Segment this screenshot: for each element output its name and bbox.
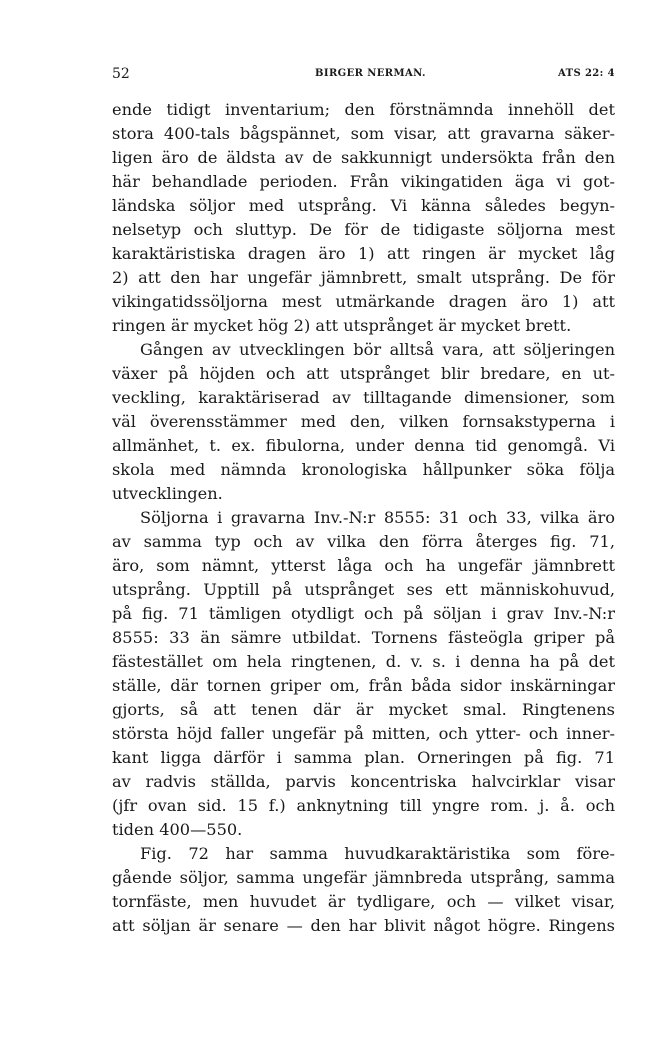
series-identifier: ATS 22: 4 [557,68,615,79]
text-line: Fig. 72 har samma huvudkaraktäristika som före- [140,844,615,863]
text-line: karaktäristiska dragen äro 1) att ringen är mycket låg [112,244,615,263]
text-line: fästestället om hela ringtenen, d. v. s. i denna ha på det [112,652,615,671]
text-line: av radvis ställda, parvis koncentriska halvcirklar visar [112,772,615,791]
page-header [112,66,615,84]
text-line: (jfr ovan sid. 15 f.) anknytning till yngre rom. j. å. och [112,796,615,815]
text-line: växer på höjden och att utsprånget blir bredare, en ut- [112,364,615,383]
text-line: här behandlade perioden. Från vikingatiden äga vi got- [112,172,615,191]
text-line: att söljan är senare — den har blivit något högre. Ringens [112,916,615,935]
text-line: ende tidigt inventarium; den förstnämnda innehöll det [112,100,615,119]
text-line: ringen är mycket hög 2) att utsprånget är mycket brett. [112,316,572,335]
text-line: stora 400-tals bågspännet, som visar, att gravarna säker- [112,124,615,143]
text-line: väl överensstämmer med den, vilken fornsakstyperna i [112,412,615,431]
text-line: 2) att den har ungefär jämnbrett, smalt utsprång. De för [112,268,615,287]
text-line: största höjd faller ungefär på mitten, och ytter- och inner- [112,724,615,743]
body-text [112,98,615,938]
text-line: nelsetyp och sluttyp. De för de tidigaste söljorna mest [112,220,615,239]
text-line: allmänhet, t. ex. fibulorna, under denna tid genomgå. Vi [112,436,615,455]
text-line: tornfäste, men huvudet är tydligare, och — vilket visar, [112,892,615,911]
text-line: av samma typ och av vilka den förra återges fig. 71, [112,532,615,551]
text-line: utvecklingen. [112,484,223,503]
text-line: äro, som nämnt, ytterst låga och ha ungefär jämnbrett [112,556,615,575]
page-number: 52 [112,66,130,82]
text-line: Gången av utvecklingen bör alltså vara, att söljeringen [140,340,615,359]
text-line: vikingatidssöljorna mest utmärkande dragen äro 1) att [112,292,615,311]
running-title: BIRGER NERMAN. [315,68,426,79]
text-line: 8555: 33 än sämre utbildat. Tornens fästeögla griper på [112,628,615,647]
text-line: ländska söljor med utsprång. Vi känna således begyn- [112,196,615,215]
text-line: veckling, karaktäriserad av tilltagande dimensioner, som [112,388,615,407]
text-line: ställe, där tornen griper om, från båda sidor inskärningar [112,676,615,695]
text-line: skola med nämnda kronologiska hållpunker söka följa [112,460,615,479]
text-line: gjorts, så att tenen där är mycket smal. Ringtenens [112,700,615,719]
text-line: gående söljor, samma ungefär jämnbreda utsprång, samma [112,868,615,887]
text-line: ligen äro de äldsta av de sakkunnigt undersökta från den [112,148,615,167]
text-line: kant ligga därför i samma plan. Orneringen på fig. 71 [112,748,615,767]
text-line: Söljorna i gravarna Inv.-N:r 8555: 31 och 33, vilka äro [140,508,615,527]
text-line: utsprång. Upptill på utsprånget ses ett människohuvud, [112,580,615,599]
text-line: tiden 400—550. [112,820,243,839]
text-line: på fig. 71 tämligen otydligt och på söljan i grav Inv.-N:r [112,604,615,623]
